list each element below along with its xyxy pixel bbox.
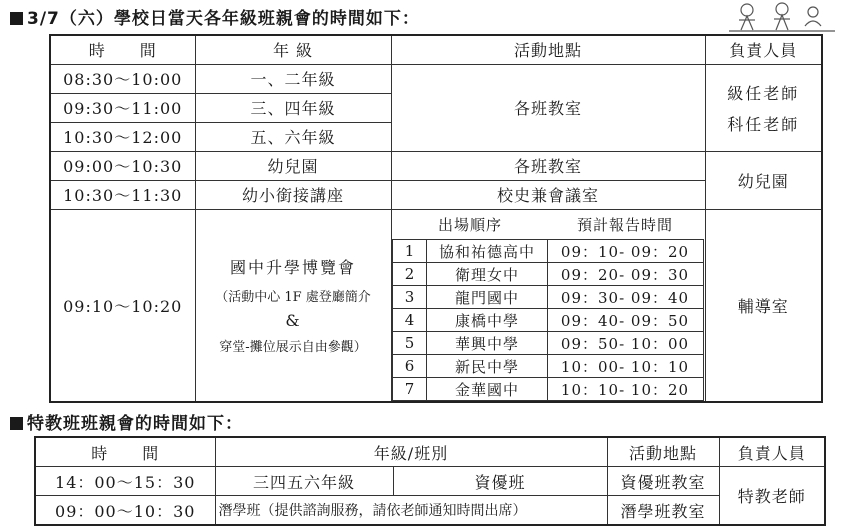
section2-title-text: 特教班班親會的時間如下： <box>27 414 243 434</box>
school-name: 新民中學 <box>427 355 547 378</box>
order-no: 6 <box>393 355 427 378</box>
time-cell: 14：00～15：30 <box>35 467 215 496</box>
schedule-header <box>393 210 703 240</box>
order-no: 3 <box>393 286 427 309</box>
list-item <box>393 378 703 401</box>
table-row <box>50 64 822 93</box>
header-grade: 年 級 <box>195 35 391 64</box>
header-place: 活動地點 <box>607 437 719 467</box>
order-no: 4 <box>393 309 427 332</box>
school-name: 康橋中學 <box>427 309 547 332</box>
report-time: 09：30- 09：40 <box>547 286 703 309</box>
col-order: 出場順序 <box>393 210 547 240</box>
bullet-square-icon <box>10 12 23 25</box>
time-cell: 10:30～12:00 <box>50 122 195 151</box>
list-item <box>393 286 703 309</box>
grade-cell: 一、二年級 <box>195 64 391 93</box>
order-no: 1 <box>393 240 427 263</box>
kids-illustration-icon <box>727 0 837 32</box>
header-staff: 負責人員 <box>719 437 825 467</box>
table-row <box>50 151 822 180</box>
school-name: 協和祐德高中 <box>427 240 547 263</box>
schedule-cell <box>391 209 705 402</box>
place-cell: 潛學班教室 <box>607 496 719 526</box>
schedule-table <box>392 210 703 402</box>
fair-line: 國中升學博覽會 <box>229 258 356 278</box>
grade-cell: 幼小銜接講座 <box>195 180 391 209</box>
report-time: 09：20- 09：30 <box>547 263 703 286</box>
fair-cell <box>195 209 391 402</box>
report-time: 10：00- 10：10 <box>547 355 703 378</box>
order-no: 5 <box>393 332 427 355</box>
place-cell: 各班教室 <box>391 151 705 180</box>
report-time: 10：10- 10：20 <box>547 378 703 401</box>
section1-title <box>10 4 420 29</box>
class-meeting-table <box>49 34 823 403</box>
staff-line: 級任老師 <box>727 83 800 103</box>
list-item <box>393 355 703 378</box>
staff-cell: 特教老師 <box>719 467 825 526</box>
class-cell: 資優班 <box>393 467 607 496</box>
section2-title <box>10 409 243 434</box>
table-row <box>50 209 822 402</box>
time-cell: 09：00～10：30 <box>35 496 215 526</box>
staff-cell-kinder: 幼兒園 <box>705 151 822 209</box>
school-name: 金華國中 <box>427 378 547 401</box>
header-time: 時 間 <box>35 437 215 467</box>
report-time: 09：50- 10：00 <box>547 332 703 355</box>
time-cell: 08:30～10:00 <box>50 64 195 93</box>
grade-cell: 五、六年級 <box>195 122 391 151</box>
time-cell: 10:30～11:30 <box>50 180 195 209</box>
header-staff: 負責人員 <box>705 35 822 64</box>
place-cell: 校史兼會議室 <box>391 180 705 209</box>
school-name: 華興中學 <box>427 332 547 355</box>
grade-cell: 三四五六年級 <box>215 467 393 496</box>
grade-cell: 幼兒園 <box>195 151 391 180</box>
staff-line: 科任老師 <box>727 114 800 134</box>
list-item <box>393 309 703 332</box>
table-row <box>35 467 825 496</box>
school-name: 龍門國中 <box>427 286 547 309</box>
time-cell: 09:00～10:30 <box>50 151 195 180</box>
list-item <box>393 240 703 263</box>
time-cell: 09:30～11:00 <box>50 93 195 122</box>
list-item <box>393 332 703 355</box>
fair-line: 穿堂-攤位展示自由參觀） <box>219 340 367 356</box>
fair-line: （活動中心 1F 處登廳簡介 <box>215 290 371 306</box>
list-item <box>393 263 703 286</box>
section1-title-text: 3/7（六）學校日當天各年級班親會的時間如下： <box>27 9 420 29</box>
special-ed-table <box>34 436 826 526</box>
time-cell: 09:10～10:20 <box>50 209 195 402</box>
grade-cell: 三、四年級 <box>195 93 391 122</box>
school-name: 衛理女中 <box>427 263 547 286</box>
table-row <box>35 496 825 526</box>
fair-line: & <box>285 311 301 331</box>
staff-cell-grades <box>705 64 822 151</box>
col-time: 預計報告時間 <box>547 210 703 240</box>
report-time: 09：10- 09：20 <box>547 240 703 263</box>
order-no: 2 <box>393 263 427 286</box>
grade-cell: 潛學班（提供諮詢服務，請依老師通知時間出席） <box>215 496 607 526</box>
header-time: 時 間 <box>50 35 195 64</box>
place-cell: 各班教室 <box>391 64 705 151</box>
header-grade: 年級/班別 <box>215 437 607 467</box>
order-no: 7 <box>393 378 427 401</box>
header-place: 活動地點 <box>391 35 705 64</box>
place-cell: 資優班教室 <box>607 467 719 496</box>
staff-cell-counsel: 輔導室 <box>705 209 822 402</box>
report-time: 09：40- 09：50 <box>547 309 703 332</box>
bullet-square-icon <box>10 417 23 430</box>
